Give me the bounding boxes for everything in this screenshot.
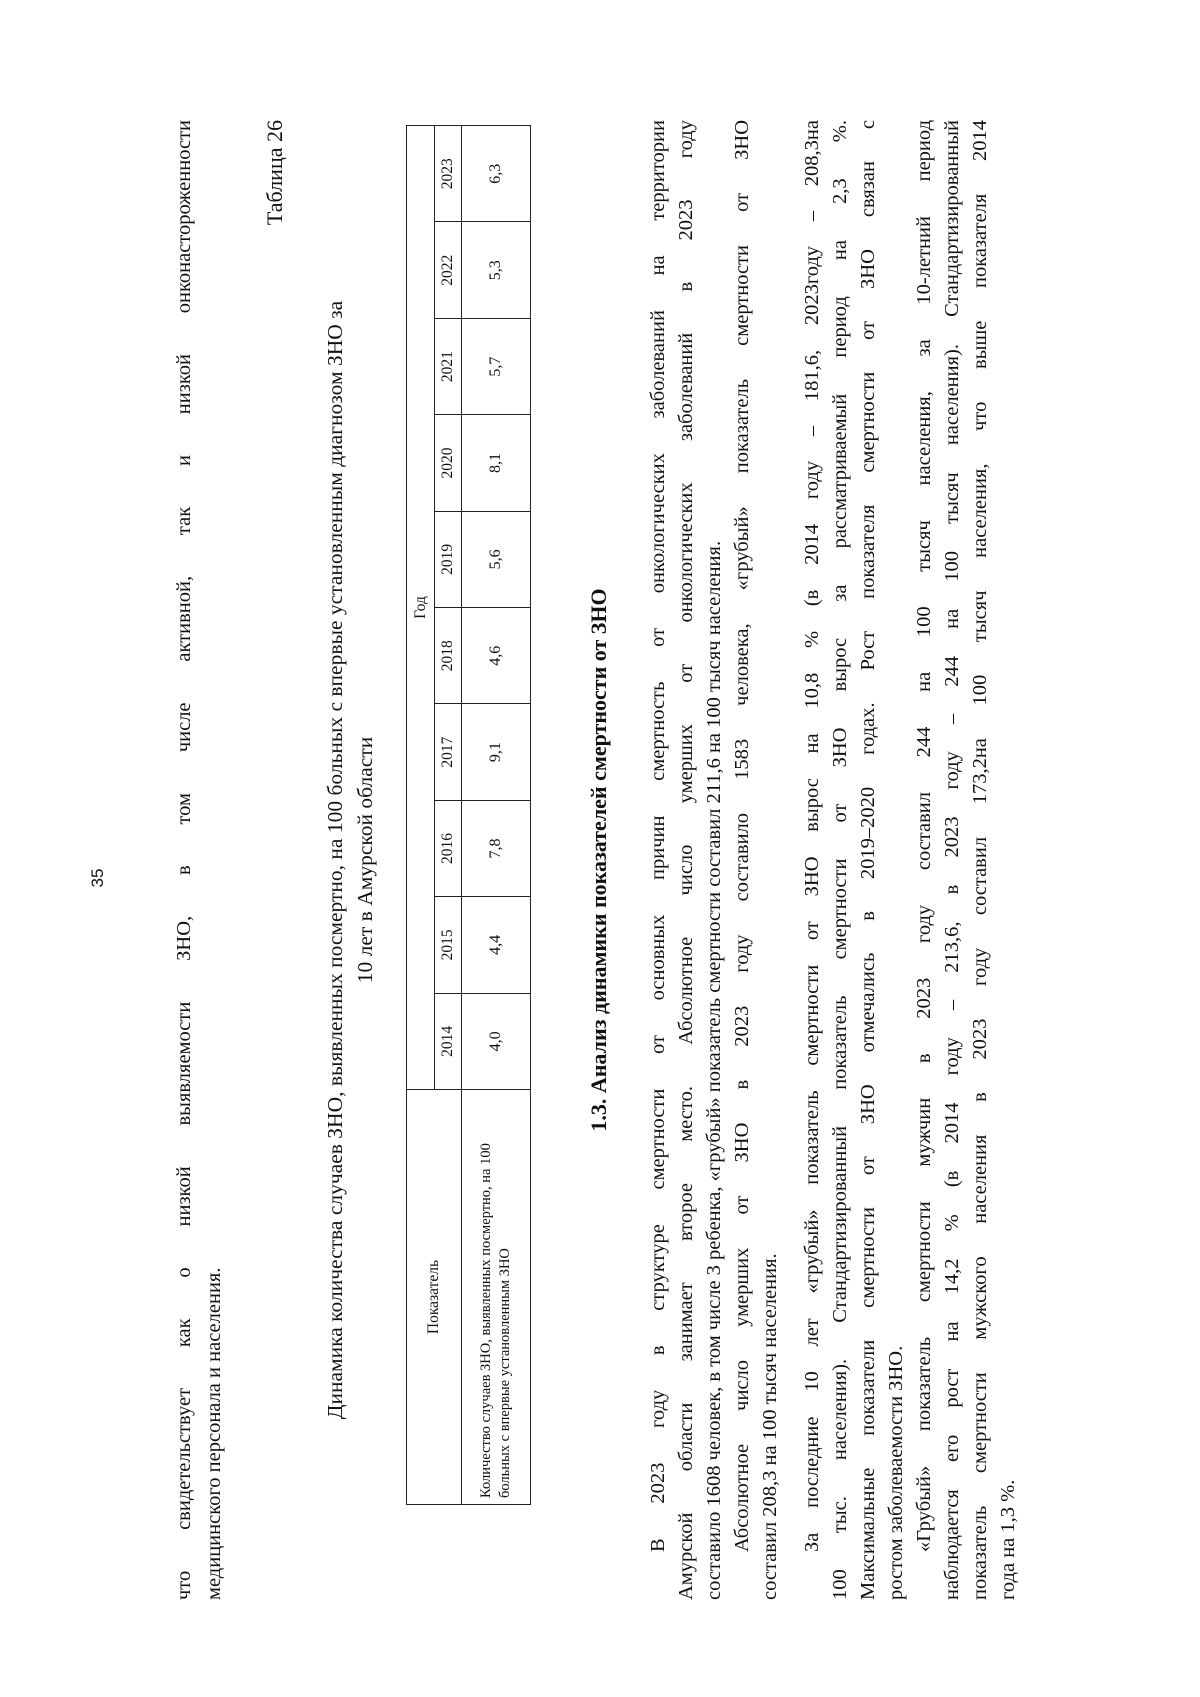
paragraph-4-line-4: года на 1,3 %. bbox=[997, 1479, 1019, 1600]
table-caption-line-2: 10 лет в Амурской области bbox=[353, 736, 377, 984]
value-cell: 7,8 bbox=[462, 800, 531, 896]
year-cell: 2020 bbox=[435, 415, 462, 511]
year-header: Год bbox=[407, 126, 435, 1090]
paragraph-4-line-2: наблюдается его рост на 14,2 % (в 2014 году – 213,6, в 2023 году – 244 на 100 тысяч населения). Стандартизированный bbox=[941, 120, 963, 1600]
value-cell: 4,6 bbox=[462, 608, 531, 704]
rotated-page-content bbox=[170, 120, 1019, 1600]
paragraph-1-line-3: составило 1608 человек, в том числе 3 ребенка, «грубый» показатель смертности составил 211,6 на 100 тысяч населения. bbox=[703, 540, 725, 1600]
paragraph-1-line-2: Амурской области занимает второе место. Абсолютное число умерших от онкологических заболеваний в 2023 году bbox=[675, 120, 697, 1600]
paragraph-3-line-4: ростом заболеваемости ЗНО. bbox=[885, 1345, 907, 1600]
page-number: 35 bbox=[88, 868, 107, 888]
paragraph-2-line-1: Абсолютное число умерших от ЗНО в 2023 году составило 1583 человека, «грубый» показатель смертности от ЗНО bbox=[731, 120, 753, 1552]
indicator-label: Количество случаев ЗНО, выявленных посмертно, на 100 больных с впервые установленным ЗНО bbox=[462, 1090, 531, 1505]
year-cell: 2019 bbox=[435, 511, 462, 607]
paragraph-3-line-1: За последние 10 лет «грубый» показатель смертности от ЗНО вырос на 10,8 % (в 2014 году – 181,6, 2023году – 208,3на bbox=[801, 120, 823, 1552]
intro-line-2: медицинского персонала и населения. bbox=[203, 1267, 225, 1600]
table-label: Таблица 26 bbox=[262, 120, 287, 226]
value-cell: 5,6 bbox=[462, 511, 531, 607]
value-cell: 9,1 bbox=[462, 704, 531, 800]
paragraph-3-line-3: Максимальные показатели смертности от ЗНО отмечались в 2019–2020 годах. Рост показателя смертности от ЗНО связан с bbox=[857, 120, 879, 1600]
year-cell: 2014 bbox=[435, 993, 462, 1089]
paragraph-4-line-1: «Грубый» показатель смертности мужчин в 2023 году составил 244 на 100 тысяч населения, за 10-летний период bbox=[913, 120, 935, 1552]
table-row bbox=[462, 126, 531, 1505]
value-cell: 4,4 bbox=[462, 897, 531, 993]
paragraph-4-line-3: показатель смертности мужского населения в 2023 году составил 173,2на 100 тысяч населения, что выше показателя 2014 bbox=[969, 120, 991, 1600]
value-cell: 5,3 bbox=[462, 222, 531, 318]
value-cell: 5,7 bbox=[462, 318, 531, 414]
year-cell: 2016 bbox=[435, 800, 462, 896]
value-cell: 6,3 bbox=[462, 126, 531, 222]
paragraph-3-line-2: 100 тыс. населения). Стандартизированный показатель смертности от ЗНО вырос за рассматриваемый период на 2,3 %. bbox=[829, 120, 851, 1600]
year-cell: 2023 bbox=[435, 126, 462, 222]
paragraph-1-line-1: В 2023 году в структуре смертности от основных причин смертность от онкологических заболеваний на территории bbox=[647, 120, 669, 1552]
section-title: 1.3. Анализ динамики показателей смертности от ЗНО bbox=[586, 588, 611, 1132]
table-caption-line-1: Динамика количества случаев ЗНО, выявленных посмертно, на 100 больных с впервые установленным диагнозом ЗНО за bbox=[323, 300, 347, 1420]
data-table bbox=[406, 125, 531, 1505]
paragraph-2-line-2: составил 208,3 на 100 тысяч населения. bbox=[759, 1253, 781, 1600]
intro-line-1: что свидетельствует как о низкой выявляемости ЗНО, в том числе активной, так и низкой онконастороженности bbox=[173, 120, 195, 1600]
indicator-header: Показатель bbox=[407, 1090, 462, 1505]
table-header-row bbox=[407, 126, 435, 1505]
year-cell: 2017 bbox=[435, 704, 462, 800]
year-cell: 2018 bbox=[435, 608, 462, 704]
value-cell: 8,1 bbox=[462, 415, 531, 511]
year-cell: 2022 bbox=[435, 222, 462, 318]
year-cell: 2015 bbox=[435, 897, 462, 993]
value-cell: 4,0 bbox=[462, 993, 531, 1089]
year-cell: 2021 bbox=[435, 318, 462, 414]
